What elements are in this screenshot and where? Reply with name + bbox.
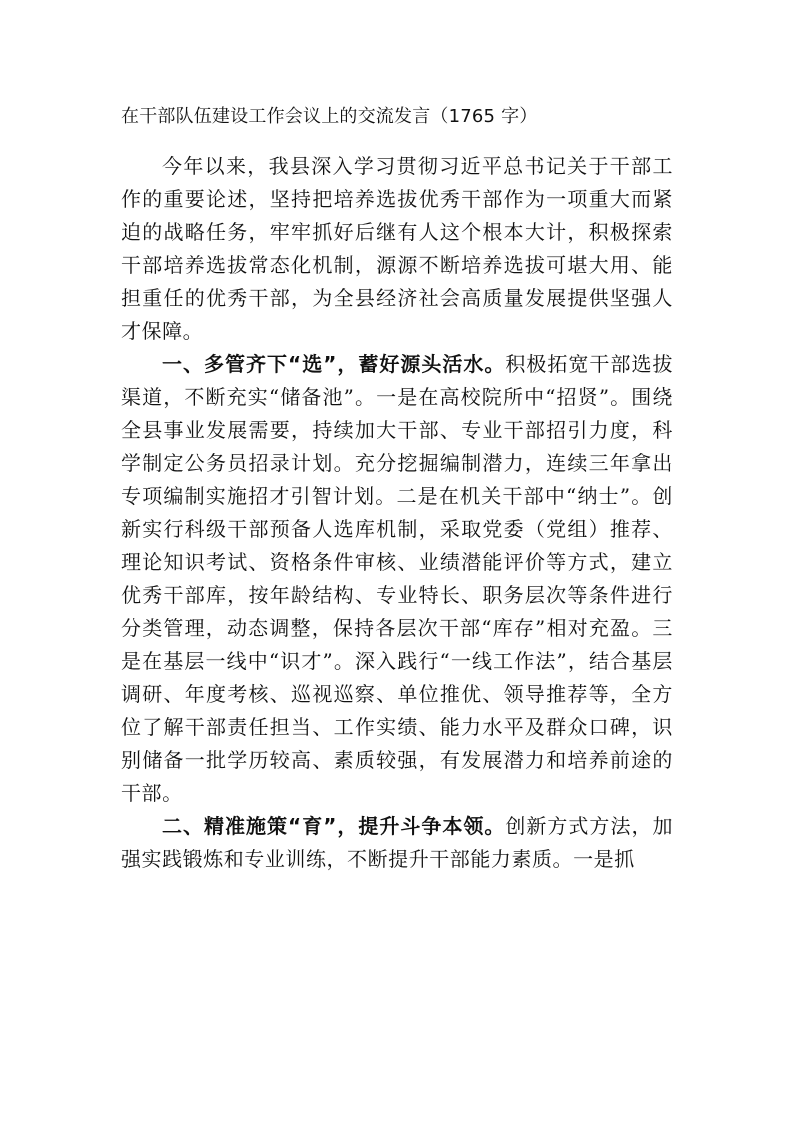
paragraph-section-one — [121, 348, 673, 810]
section-one-heading: 一、多管齐下“选”，蓄好源头活水。 — [162, 352, 506, 376]
section-two-heading: 二、精准施策“育”，提升斗争本领。 — [162, 814, 506, 838]
paragraph-intro-text: 今年以来，我县深入学习贯彻习近平总书记关于干部工作的重要论述，坚持把培养选拔优秀干部作为一项重大而紧迫的战略任务，牢牢抓好后继有人这个根本大计，积极探索干部培养选拔常态化机制，源源不断培养选拔可堪大用、能担重任的优秀干部，为全县经济社会高质量发展提供坚强人才保障。 — [121, 154, 673, 343]
paragraph-section-two — [121, 810, 673, 876]
section-two-text: 创新方式方法，加强实践锻炼和专业训练，不断提升干部能力素质。一是抓 — [121, 814, 674, 871]
document-title: 在干部队伍建设工作会议上的交流发言（1765 字） — [121, 106, 538, 127]
document-body — [121, 150, 673, 876]
section-one-text: 积极拓宽干部选拔渠道，不断充实“储备池”。一是在高校院所中“招贤”。围绕全县事业发展需要，持续加大干部、专业干部招引力度，科学制定公务员招录计划。充分挖掘编制潜力，连续三年拿出专项编制实施招才引智计划。二是在机关干部中“纳士”。创新实行科级干部预备人选库机制，采取党委（党组）推荐、理论知识考试、资格条件审核、业绩潜能评价等方式，建立优秀干部库，按年龄结构、专业特长、职务层次等条件进行分类管理，动态调整，保持各层次干部“库存”相对充盈。三是在基层一线中“识才”。深入践行“一线工作法”，结合基层调研、年度考核、巡视巡察、单位推优、领导推荐等，全方位了解干部责任担当、工作实绩、能力水平及群众口碑，识别储备一批学历较高、素质较强，有发展潜力和培养前途的干部。 — [121, 352, 674, 805]
paragraph-intro — [121, 150, 673, 348]
